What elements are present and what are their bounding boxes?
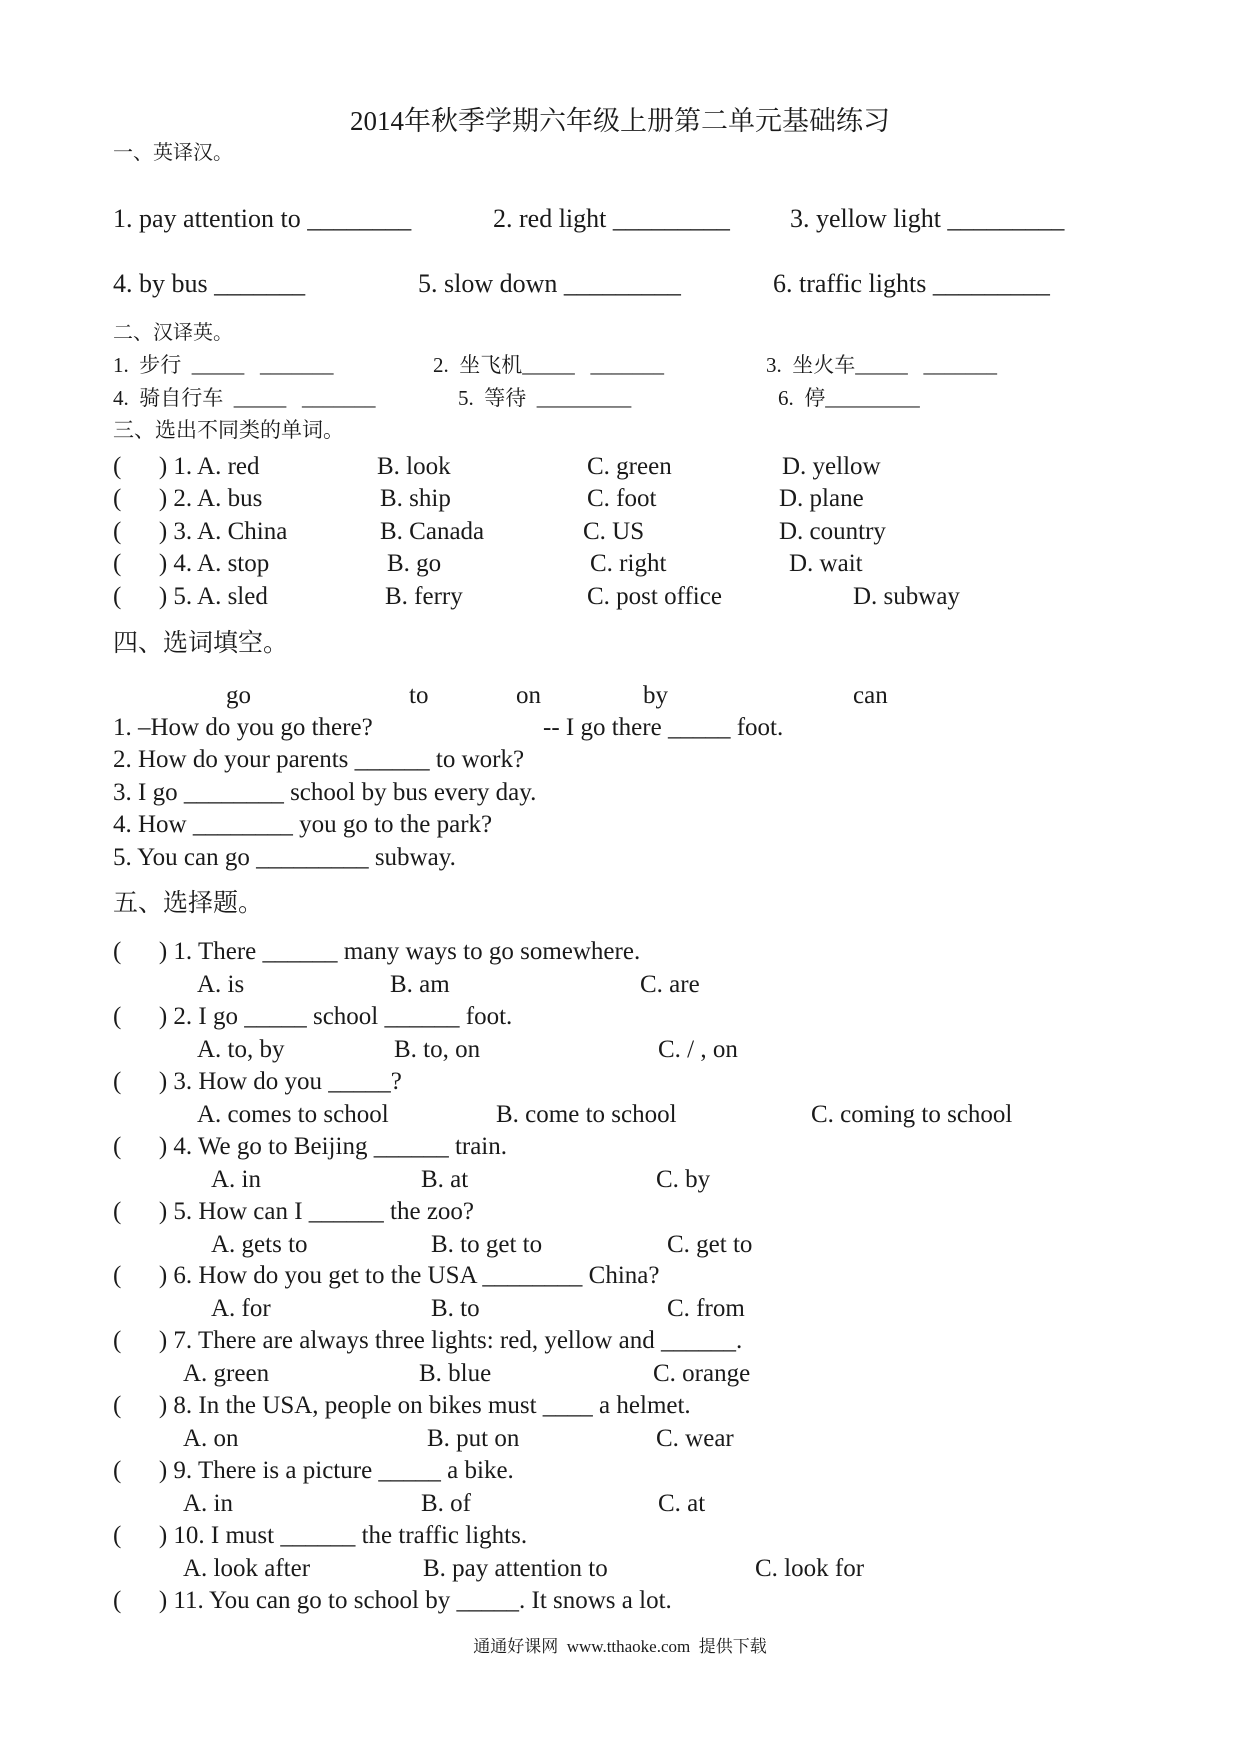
section4-heading: 四、选词填空。 [113, 630, 289, 657]
section3-row-4-c: C. right [590, 550, 667, 577]
section3-row-4-b: B. go [387, 550, 442, 577]
section2-item-1: 1. 步行 _____ _______ [113, 353, 334, 377]
mc-option: C. look for [755, 1555, 865, 1582]
section3-row-4-d: D. wait [789, 550, 863, 577]
word-bank-word: can [853, 682, 888, 709]
section3-row-1-d: D. yellow [782, 453, 881, 480]
mc-option: A. comes to school [197, 1101, 389, 1128]
mc-option: C. orange [653, 1360, 751, 1387]
section3-row-3-b: B. Canada [380, 518, 485, 545]
section2-item-6: 6. 停_________ [778, 386, 920, 410]
mc-question-7: ( ) 7. There are always three lights: red, yellow and ______. [113, 1327, 743, 1354]
section1-item-4: 4. by bus _______ [113, 269, 306, 298]
mc-question-10: ( ) 10. I must ______ the traffic lights. [113, 1522, 528, 1549]
section3-row-1-c: C. green [587, 453, 672, 480]
mc-question-2: ( ) 2. I go _____ school ______ foot. [113, 1003, 513, 1030]
mc-option: A. look after [183, 1555, 311, 1582]
section1-item-6: 6. traffic lights _________ [773, 269, 1050, 298]
mc-question-5: ( ) 5. How can I ______ the zoo? [113, 1198, 475, 1225]
mc-question-9: ( ) 9. There is a picture _____ a bike. [113, 1457, 514, 1484]
word-bank-word: on [516, 682, 541, 709]
mc-question-6: ( ) 6. How do you get to the USA ________ China? [113, 1262, 660, 1289]
mc-question-1: ( ) 1. There ______ many ways to go somewhere. [113, 938, 641, 965]
page-title: 2014年秋季学期六年级上册第二单元基础练习 [350, 106, 890, 136]
fill-item-2: 2. How do your parents ______ to work? [113, 746, 525, 773]
mc-option: B. of [421, 1490, 471, 1517]
fill-item-1-question: 1. –How do you go there? [113, 714, 373, 741]
mc-option: A. for [211, 1295, 271, 1322]
mc-option: B. to get to [431, 1231, 543, 1258]
fill-item-4: 4. How ________ you go to the park? [113, 811, 493, 838]
mc-option: A. in [183, 1490, 233, 1517]
section2-item-3: 3. 坐火车_____ _______ [766, 353, 997, 377]
section3-row-3-stem: ( ) 3. A. China [113, 518, 288, 545]
word-bank-word: by [643, 682, 668, 709]
mc-question-8: ( ) 8. In the USA, people on bikes must ____ a helmet. [113, 1392, 691, 1419]
mc-option: C. from [667, 1295, 745, 1322]
mc-option: B. come to school [496, 1101, 677, 1128]
mc-option: C. by [656, 1166, 711, 1193]
section3-row-3-c: C. US [583, 518, 645, 545]
mc-option: B. to [431, 1295, 480, 1322]
section1-item-1: 1. pay attention to ________ [113, 204, 412, 233]
section3-row-2-stem: ( ) 2. A. bus [113, 485, 263, 512]
section3-row-2-b: B. ship [380, 485, 451, 512]
mc-option: B. to, on [394, 1036, 481, 1063]
mc-option: C. get to [667, 1231, 753, 1258]
section1-item-2: 2. red light _________ [493, 204, 730, 233]
mc-option: C. wear [656, 1425, 734, 1452]
section1-item-5: 5. slow down _________ [418, 269, 681, 298]
mc-option: B. am [390, 971, 450, 998]
section3-row-1-b: B. look [377, 453, 451, 480]
section2-item-5: 5. 等待 _________ [458, 386, 632, 410]
mc-option: C. are [640, 971, 700, 998]
mc-option: C. coming to school [811, 1101, 1013, 1128]
section3-row-4-stem: ( ) 4. A. stop [113, 550, 270, 577]
mc-option: B. pay attention to [423, 1555, 608, 1582]
word-bank-word: go [226, 682, 251, 709]
mc-option: A. is [197, 971, 245, 998]
mc-question-11: ( ) 11. You can go to school by _____. It snows a lot. [113, 1587, 672, 1614]
mc-option: A. gets to [211, 1231, 308, 1258]
section3-heading: 三、选出不同类的单词。 [113, 418, 344, 442]
fill-item-5: 5. You can go _________ subway. [113, 844, 456, 871]
section3-row-2-c: C. foot [587, 485, 657, 512]
section3-row-1-stem: ( ) 1. A. red [113, 453, 260, 480]
mc-option: A. on [183, 1425, 239, 1452]
section1-item-3: 3. yellow light _________ [790, 204, 1065, 233]
fill-item-3: 3. I go ________ school by bus every day. [113, 779, 537, 806]
footer-source: 通通好课网 www.tthaoke.com 提供下载 [473, 1637, 767, 1656]
section3-row-2-d: D. plane [779, 485, 864, 512]
section3-row-5-d: D. subway [853, 583, 960, 610]
section3-row-5-c: C. post office [587, 583, 722, 610]
mc-option: B. put on [427, 1425, 520, 1452]
section3-row-5-b: B. ferry [385, 583, 463, 610]
section3-row-5-stem: ( ) 5. A. sled [113, 583, 268, 610]
fill-item-1-response: -- I go there _____ foot. [543, 714, 784, 741]
section2-item-4: 4. 骑自行车 _____ _______ [113, 386, 376, 410]
section2-item-2: 2. 坐飞机_____ _______ [433, 353, 664, 377]
section1-heading: 一、英译汉。 [113, 142, 233, 164]
mc-option: C. / , on [658, 1036, 738, 1063]
word-bank-word: to [409, 682, 429, 709]
mc-option: A. in [211, 1166, 261, 1193]
mc-option: A. green [183, 1360, 270, 1387]
mc-question-4: ( ) 4. We go to Beijing ______ train. [113, 1133, 508, 1160]
mc-question-3: ( ) 3. How do you _____? [113, 1068, 402, 1095]
mc-option: B. blue [419, 1360, 492, 1387]
mc-option: B. at [421, 1166, 469, 1193]
section3-row-3-d: D. country [779, 518, 886, 545]
mc-option: C. at [658, 1490, 706, 1517]
mc-option: A. to, by [197, 1036, 285, 1063]
section2-heading: 二、汉译英。 [113, 322, 233, 344]
section5-heading: 五、选择题。 [113, 890, 264, 917]
